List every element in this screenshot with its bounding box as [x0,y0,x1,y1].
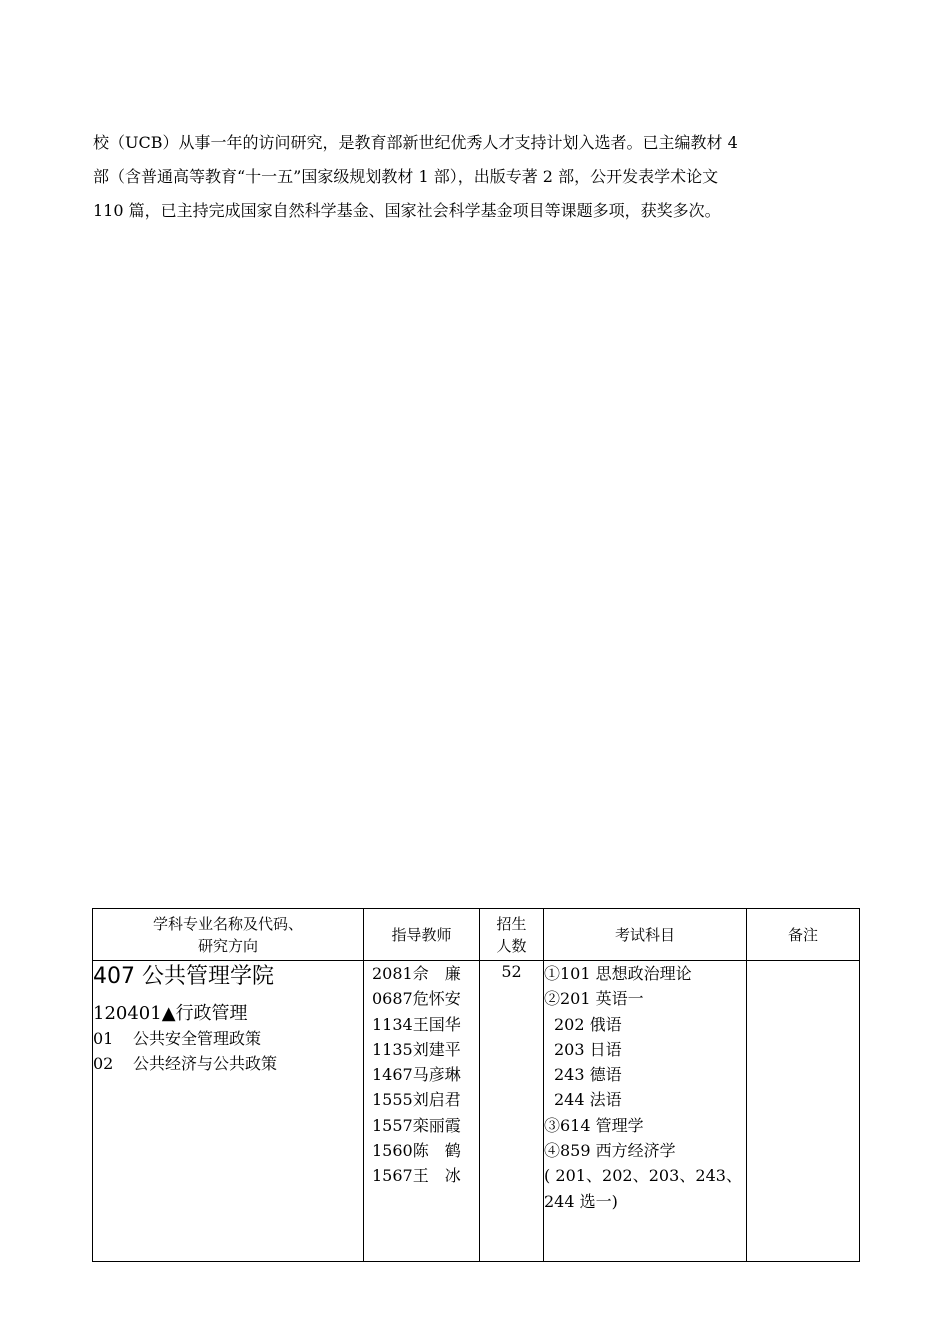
major-code: 120401 [93,1003,162,1024]
enrollment-table [92,908,860,1262]
exam-item: 203 日语 [554,1039,622,1059]
advisor-name: 王国华 [412,1014,461,1034]
header-discipline-line2: 研究方向 [197,936,258,955]
advisor-name: 马彦琳 [412,1065,461,1085]
intro-line: 110 篇，已主持完成国家自然科学基金、国家社会科学基金项目等课题多项，获奖多次。 [93,201,721,220]
intro-line: 部（含普通高等教育“十一五”国家级规划教材 1 部），出版专著 2 部，公开发表学术论文 [93,167,719,186]
header-notes: 备注 [747,909,860,961]
advisor-id: 1567 [372,1166,413,1186]
advisor-cell [364,961,480,1262]
advisor-item [364,1012,479,1037]
advisor-item [364,1062,479,1087]
direction-code: 01 [93,1029,114,1048]
direction-code: 02 [93,1054,114,1073]
exam-item: ①101 思想政治理论 [544,964,692,983]
advisor-name: 刘启君 [412,1090,461,1110]
discipline-cell [93,961,364,1262]
exam-item: ④859 西方经济学 [544,1141,676,1161]
header-discipline-line1: 学科专业名称及代码、 [152,914,303,933]
enrollment-count: 52 [501,962,522,981]
advisor-id: 1467 [372,1065,413,1085]
advisor-name: 栾丽霞 [412,1115,461,1135]
advisor-name: 刘建平 [412,1039,461,1059]
advisor-item [364,1037,479,1062]
advisor-id: 2081 [372,964,413,983]
exam-item: 202 俄语 [554,1014,622,1034]
advisor-name: 王 冰 [412,1166,461,1186]
advisor-item [364,1138,479,1163]
exam-note: ( 201、202、203、243、244 选一) [544,1166,742,1211]
header-exam: 考试科目 [544,909,747,961]
major-marker: ▲ [161,1003,176,1024]
advisor-item [364,986,479,1011]
direction-item [93,1026,363,1051]
advisor-id: 1560 [372,1141,413,1161]
header-enrollment-line1: 招生 [496,914,527,933]
header-enrollment [480,909,544,961]
major-name: 行政管理 [175,1003,248,1024]
notes-cell [747,961,860,1262]
intro-paragraph [93,126,863,228]
direction-item [93,1051,363,1076]
intro-line: 校（UCB）从事一年的访问研究，是教育部新世纪优秀人才支持计划入选者。已主编教材 4 [93,133,738,152]
enrollment-cell [480,961,544,1262]
advisor-name: 佘 廉 [412,964,461,983]
advisor-item [364,1087,479,1112]
advisor-id: 0687 [372,989,413,1009]
advisor-id: 1557 [372,1115,413,1135]
direction-name: 公共安全管理政策 [133,1029,262,1048]
major-line [93,1002,363,1026]
header-advisor: 指导教师 [364,909,480,961]
advisor-item [364,1163,479,1188]
header-discipline [93,909,364,961]
advisor-item [364,1113,479,1138]
exam-item: 243 德语 [554,1065,622,1085]
table-row [93,961,860,1262]
advisor-name: 陈 鹤 [412,1141,461,1161]
advisor-id: 1134 [372,1014,413,1034]
header-row [93,909,860,961]
direction-name: 公共经济与公共政策 [133,1054,278,1073]
advisor-item [364,961,479,986]
exam-item: 244 法语 [554,1090,622,1110]
advisor-id: 1135 [372,1039,413,1059]
advisor-id: 1555 [372,1090,413,1110]
college-title: 407 公共管理学院 [93,964,274,989]
header-enrollment-line2: 人数 [496,936,527,955]
exam-item: ③614 管理学 [544,1115,644,1135]
advisor-name: 危怀安 [412,989,461,1009]
exam-cell [544,961,747,1262]
exam-item: ②201 英语一 [544,989,644,1009]
